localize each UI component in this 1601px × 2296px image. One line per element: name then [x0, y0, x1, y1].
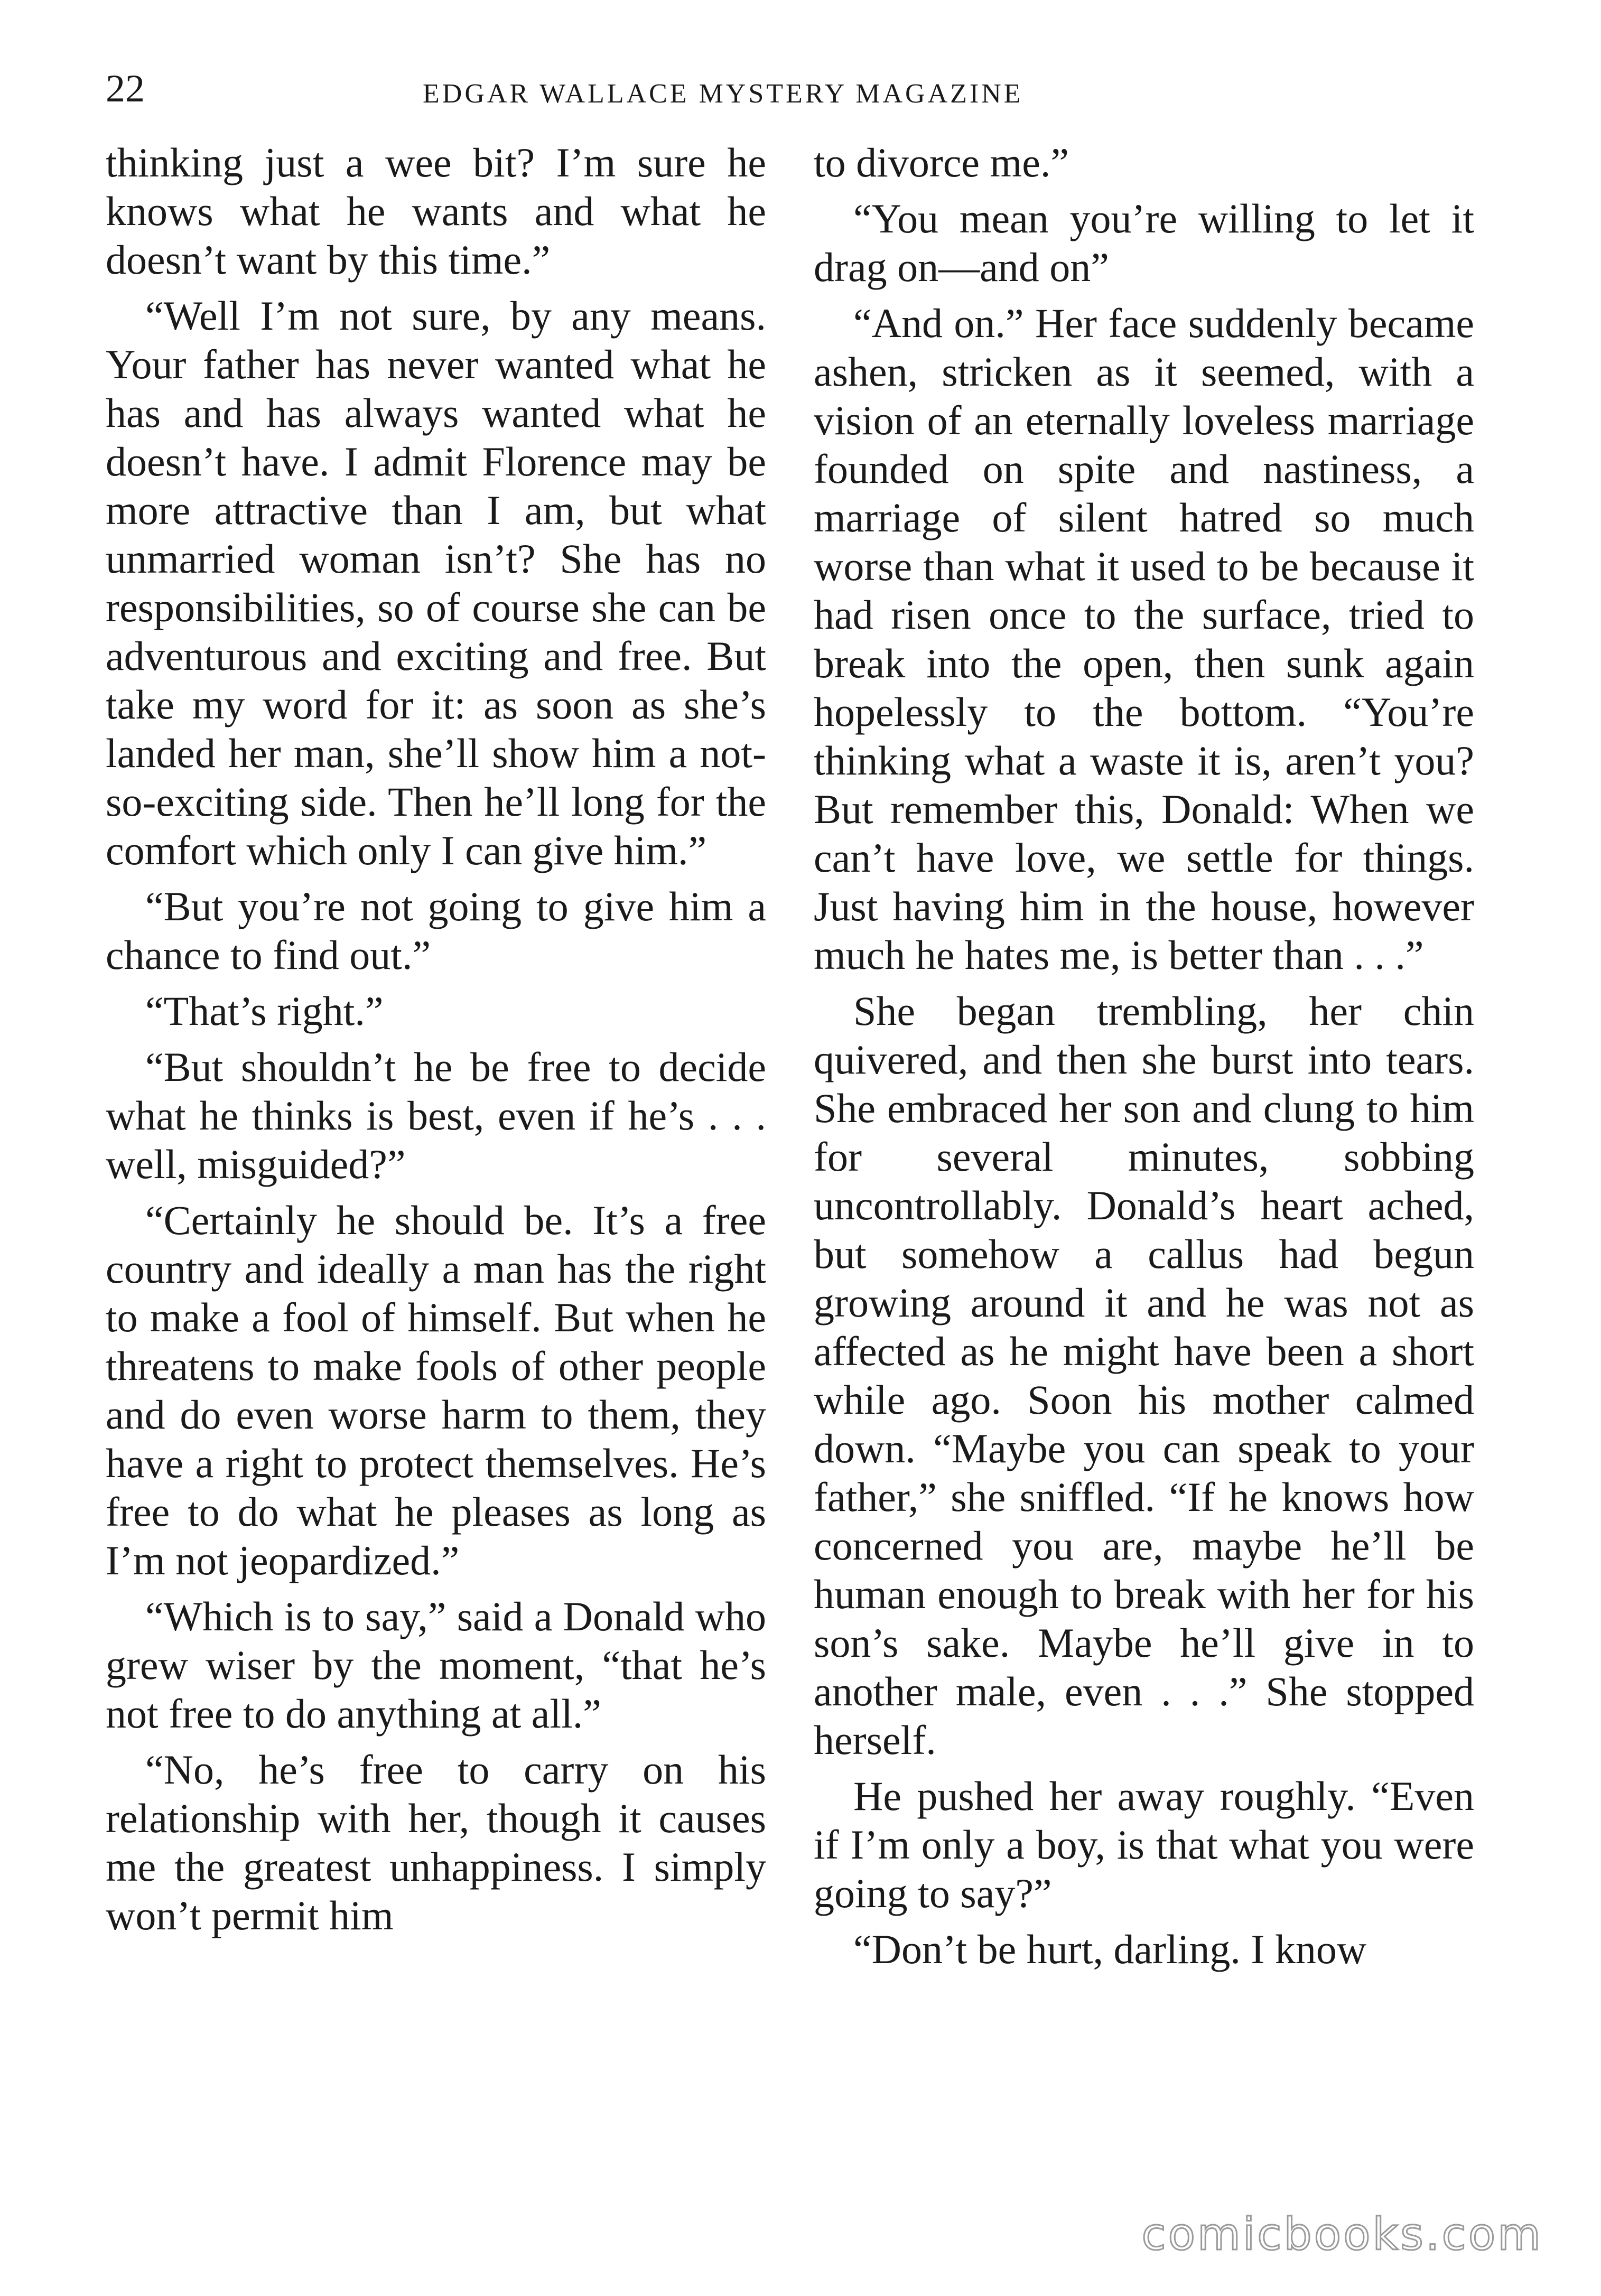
paragraph: “But you’re not going to give him a chance to find out.”	[106, 883, 766, 978]
paragraph: to divorce me.”	[814, 139, 1069, 185]
paragraph: “You mean you’re willing to let it drag on—and on”	[814, 195, 1474, 290]
paragraph: “That’s right.”	[145, 988, 384, 1034]
paragraph: “And on.” Her face suddenly became ashen, stricken as it seemed, with a vision of an eternally loveless marriage founded on spite and nastiness, a marriage of silent hatred so much worse than what it used to be because it had risen once to the surface, tried to break into the open, then sunk again hopelessly to the bottom. “You’re thinking what a waste it is, aren’t you? But remember this, Donald: When we can’t have love, we settle for things. Just having him in the house, however much he hates me, is better than . . .”	[814, 300, 1474, 978]
running-head: EDGAR WALLACE MYSTERY MAGAZINE	[423, 79, 1023, 109]
page-number: 22	[106, 67, 145, 110]
right-column	[814, 138, 1474, 1981]
paragraph: He pushed her away roughly. “Even if I’m only a boy, is that what you were going to say?”	[814, 1773, 1474, 1916]
paragraph: “But shouldn’t he be free to decide what he thinks is best, even if he’s . . . well, misguided?”	[106, 1044, 766, 1187]
paragraph: “Which is to say,” said a Donald who grew wiser by the moment, “that he’s not free to do anything at all.”	[106, 1593, 766, 1737]
paragraph: thinking just a wee bit? I’m sure he knows what he wants and what he doesn’t want by this time.”	[106, 139, 766, 283]
page-header	[106, 62, 1495, 120]
watermark: comicbooks.com	[1141, 2208, 1543, 2260]
paragraph: “Well I’m not sure, by any means. Your father has never wanted what he has and has always wanted what he doesn’t have. I admit Florence may be more attractive than I am, but what unmarried woman isn’t? She has no responsibilities, so of course she can be adventurous and exciting and free. But take my word for it: as soon as she’s landed her man, she’ll show him a not-so-exciting side. Then he’ll long for the comfort which only I can give him.”	[106, 293, 766, 873]
paragraph: She began trembling, her chin quivered, and then she burst into tears. She embraced her son and clung to him for several minutes, sobbing uncontrollably. Donald’s heart ached, but somehow a callus had begun growing around it and he was not as affected as he might have been a short while ago. Soon his mother calmed down. “Maybe you can speak to your father,” she sniffled. “If he knows how concerned you are, maybe he’ll be human enough to break with her for his son’s sake. Maybe he’ll give in to another male, even . . .” She stopped herself.	[814, 988, 1474, 1763]
paragraph: “No, he’s free to carry on his relationship with her, though it causes me the greatest unhappiness. I simply won’t permit him	[106, 1747, 766, 1938]
paragraph: “Don’t be hurt, darling. I know	[853, 1926, 1367, 1972]
left-column	[106, 138, 766, 1947]
paragraph: “Certainly he should be. It’s a free country and ideally a man has the right to make a fool of himself. But when he threatens to make fools of other people and do even worse harm to them, they have a right to protect themselves. He’s free to do what he pleases as long as I’m not jeopardized.”	[106, 1197, 766, 1583]
